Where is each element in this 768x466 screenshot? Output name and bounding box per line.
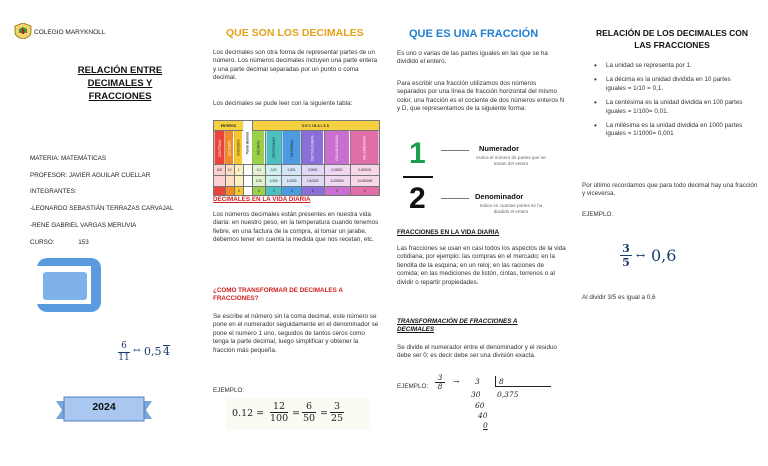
denominator-description: Indica en cuantas partes se ha dividido el entero <box>479 203 543 214</box>
fractions-column <box>385 0 570 466</box>
title-line: DECIMALES Y <box>87 78 153 89</box>
decimals-daily-text: Los números decimales están presentes en nuestra vida diaria: en nuestro peso, en la temperatura cuando tenemos fiebre, en una factura de la compra, al tomar un jarabe, debemos tener en cuenta la medida que nos recetan, etc. <box>213 211 379 244</box>
table-col-header: CENTÉSIMAS <box>266 131 282 165</box>
heading-line: RELACIÓN DE LOS DECIMALES CON <box>595 28 749 38</box>
school-name: COLEGIO MARYKNOLL <box>34 29 106 36</box>
table-cell: 0 <box>252 187 265 196</box>
fraction-definition: Es uno o varias de las partes iguales en las que se ha dividido el entero. <box>397 50 548 66</box>
table-cell: 100 <box>214 165 226 176</box>
right-arrow-icon: → <box>453 377 460 386</box>
title-line: RELACIÓN ENTRE <box>77 65 163 76</box>
decimals-column <box>200 0 385 466</box>
example-numerator: 3 <box>622 242 630 255</box>
decimals-definition: Los decimales son otra forma de representar partes de un número. Los números decimales incluyen una parte entera y una parte decimal separadas por un punto o coma decimal. <box>213 49 378 82</box>
table-col-header: MILLONÉSIMAS <box>350 131 379 165</box>
table-cell <box>243 187 252 196</box>
table-cell: 0,0001 <box>301 165 324 176</box>
table-cell: 10 <box>225 165 234 176</box>
equation-start: 0.12 = <box>232 408 265 419</box>
table-cell: 0,01 <box>266 165 282 176</box>
course-value: 153 <box>78 238 89 246</box>
info-course <box>30 235 173 252</box>
table-col-header: DÉCIMAS <box>252 131 265 165</box>
fractions-daily-text: Las fracciones se usan en casi todos los aspectos de la vida cotidiana, por ejemplo: las compras en el mercado; en la tiendita de la esquina; en un reloj; en las raciones de comida; en las mediciones de listón, cintas, terrenos o al dividir o repartir propiedades. <box>397 245 566 286</box>
table-row <box>214 176 380 187</box>
table-cell: · <box>243 165 252 176</box>
table-col-header: UNIDADES <box>234 131 243 165</box>
denominator-label: Denominador <box>475 192 524 201</box>
fractions-heading: QUE ES UNA FRACCIÓN <box>409 28 539 40</box>
list-item: • La centésima es la unidad dividida en 100 partes iguales = 1/100= 0,01. <box>594 99 752 116</box>
division-denominator: 8 <box>437 382 443 391</box>
fraction-numerator: 6 <box>305 401 313 412</box>
example-denominator: 5 <box>622 256 630 269</box>
equals-sign: = <box>320 408 328 419</box>
fraction-numerator: 12 <box>272 401 286 412</box>
numerator-label: Numerador <box>479 144 520 153</box>
table-col-header: DECENAS <box>225 131 234 165</box>
info-teacher: PROFESOR: JAVIER AGUILAR CUELLAR <box>30 171 151 179</box>
heading-line: LAS FRACCIONES <box>634 40 710 50</box>
example-numerator: 6 <box>121 341 127 351</box>
decimals-heading: QUE SON LOS DECIMALES <box>226 27 364 39</box>
table-intro: Los decimales se pude leer con la siguiente tabla: <box>213 100 353 107</box>
table-col-header: CIEN MILÉSIMAS <box>324 131 350 165</box>
example-decimal: 0,5 <box>144 345 162 358</box>
blue-tile-shape <box>37 258 101 312</box>
table-cell: 0 <box>234 187 243 196</box>
table-cell <box>214 176 226 187</box>
list-item: • La unidad se representa por 1. <box>594 62 752 70</box>
info-subject: MATERIA: MATEMÁTICAS <box>30 155 107 162</box>
table-cell: 0 <box>301 187 324 196</box>
list-item: • La milésima es la unidad dividida en 1000 partes iguales = 1/1000= 0,001 <box>594 122 752 139</box>
cover-example <box>118 339 198 373</box>
transform-text: Se escribe el número sin la coma decimal, este número se pone en el numerador seguidamente en el denominador se pone el numero 1 uno, seguidos de tantos ceros como tenga la parte decimal, luego simplificar y obtener la fracción más pequeña. <box>213 313 379 354</box>
decimal-to-fraction-equation <box>226 398 371 430</box>
conclusion-text: Por último recordamos que para todo decimal hay una fracción y viceversa. <box>582 182 758 198</box>
double-arrow-icon: ↔ <box>133 346 141 356</box>
table-header-integers: ENTEROS <box>214 121 244 131</box>
table-cell: 1/100000 <box>324 176 350 187</box>
fraction-to-decimal-text: Se divide el numerador entre el denominador y el residuo debe ser 0; es decir debe ser una división exacta. <box>397 344 557 360</box>
double-arrow-icon: ↔ <box>636 249 646 262</box>
fraction-denominator: 100 <box>270 413 289 424</box>
fraction-denominator: 25 <box>330 413 344 424</box>
quotient: 0,375 <box>497 390 519 399</box>
table-cell <box>225 187 234 196</box>
example-label: EJEMPLO: <box>397 383 429 390</box>
table-cell <box>214 187 226 196</box>
dividend: 3 <box>475 377 480 386</box>
table-cell: 0 <box>282 187 302 196</box>
division-step: 60 <box>475 401 485 410</box>
info-member: -RENE GABRIEL VARGAS MERUVIA <box>30 221 137 229</box>
example-label: EJEMPLO: <box>582 211 614 218</box>
table-cell: 1/100 <box>266 176 282 187</box>
decimal-place-table <box>213 120 380 196</box>
school-logo <box>14 23 32 39</box>
example-note: Al dividir 3/5 es igual a 0,6 <box>582 294 656 301</box>
table-cell: 1/10 <box>252 176 265 187</box>
table-cell <box>243 176 252 187</box>
divisor: 8 <box>499 377 504 386</box>
table-cell: 1/1000 <box>282 176 302 187</box>
division-step: 0 <box>483 421 488 430</box>
info-member: -LEONARDO SEBASTIÁN TERRAZAS CARVAJAL <box>30 205 174 213</box>
table-cell: 0 <box>266 187 282 196</box>
example-label: EJEMPLO: <box>213 387 245 394</box>
table-header-decimals: DECIMALES <box>252 121 379 131</box>
fraction-numerator: 3 <box>333 401 341 412</box>
relation-heading <box>582 27 762 51</box>
table-col-header: MILÉSIMAS <box>282 131 302 165</box>
fraction-notation-text: Para escribir una fracción utilizamos dos números separados por una línea de fracción horizontal del mismo color, una fracción es el cociente de dos números enteros N y D, que representamos de la siguiente forma: <box>397 80 565 113</box>
relation-column <box>570 0 768 466</box>
cover-column <box>0 0 200 466</box>
fractions-daily-heading: FRACCIONES EN LA VIDA DIARIA <box>397 229 500 236</box>
year-ribbon <box>54 395 154 425</box>
equals-sign: = <box>292 408 300 419</box>
info-block <box>30 151 173 251</box>
table-cell: 0,00001 <box>324 165 350 176</box>
year-label: 2024 <box>92 401 116 413</box>
table-col-header: CENTENAS <box>214 131 226 165</box>
division-step: 40 <box>478 411 488 420</box>
table-cell: 0 <box>324 187 350 196</box>
relation-bullet-list <box>594 62 752 145</box>
division-step: 30 <box>471 390 481 399</box>
table-cell: 0 <box>350 187 379 196</box>
table-cell <box>234 176 243 187</box>
table-col-header: Punto decimal <box>243 121 252 165</box>
list-item: • La décima es la unidad dividida en 10 partes iguales = 1/10 = 0,1. <box>594 76 752 93</box>
decimals-daily-heading: DECIMALES EN LA VIDA DIARIA <box>213 196 311 203</box>
fraction-denominator: 50 <box>302 413 316 424</box>
table-col-header: DIEZ MILÉSIMAS <box>301 131 324 165</box>
transform-heading: ¿COMO TRANSFORMAR DE DECIMALES A FRACCIONES? <box>213 287 343 303</box>
diagram-numerator: 1 <box>409 137 426 170</box>
division-numerator: 3 <box>437 373 443 382</box>
example-denominator: 11 <box>118 353 130 363</box>
title-line: FRACCIONES <box>88 91 152 102</box>
table-cell <box>225 176 234 187</box>
fraction-diagram <box>399 138 569 226</box>
table-cell: 0,1 <box>252 165 265 176</box>
fraction-decimal-example <box>620 240 700 280</box>
numerator-description: Indica el número de partes que se toman del entero <box>476 155 546 166</box>
long-division-example <box>435 374 565 432</box>
example-decimal: 0,6 <box>651 246 677 265</box>
diagram-denominator: 2 <box>409 182 426 215</box>
table-cell: 1/10000 <box>301 176 324 187</box>
info-members-label: INTEGRANTES: <box>30 188 77 196</box>
fraction-to-decimal-heading: TRANSFORMACIÓN DE FRACCIONES A DECIMALES <box>397 318 518 334</box>
example-repeat-digit: 4 <box>163 345 170 358</box>
table-cell: 1/1000000 <box>350 176 379 187</box>
table-cell: 0,001 <box>282 165 302 176</box>
course-label: CURSO: <box>30 238 55 246</box>
cover-title <box>60 64 180 103</box>
table-cell: 0,000001 <box>350 165 379 176</box>
table-row <box>214 165 380 176</box>
table-row <box>214 187 380 196</box>
table-cell: 1 <box>234 165 243 176</box>
